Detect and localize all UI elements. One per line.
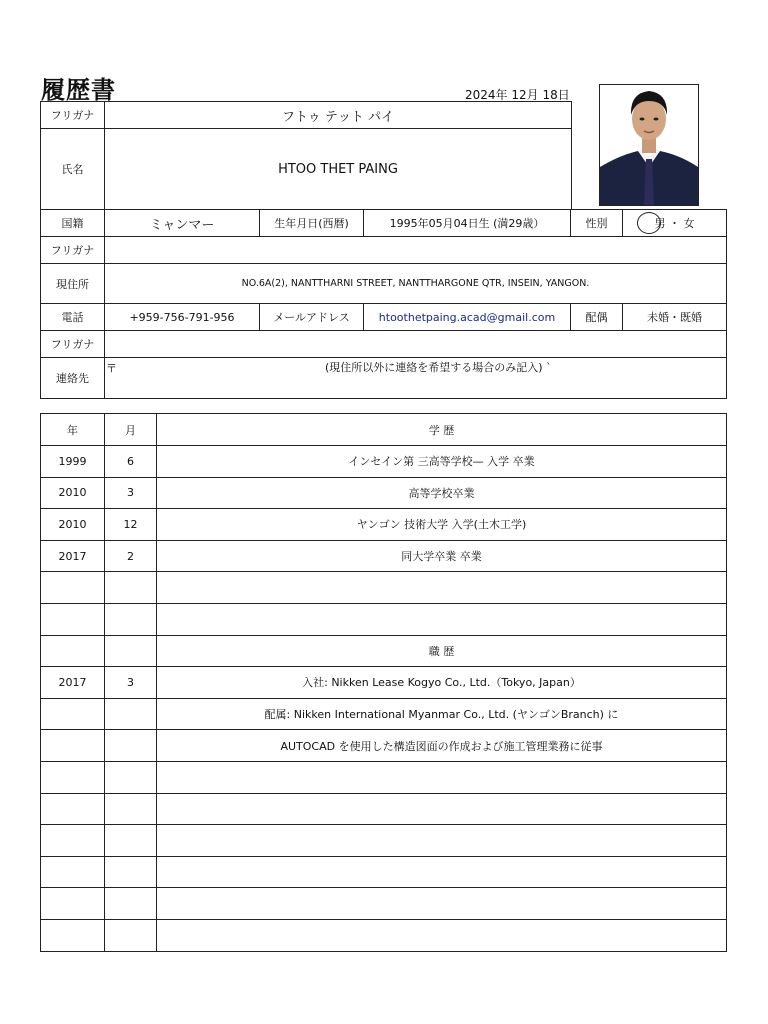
education-row-month: [105, 572, 157, 604]
education-row-year: [41, 572, 105, 604]
birth-value: 1995年05月04日生 (満29歳）: [364, 210, 571, 237]
work-row-text: [157, 793, 727, 825]
nationality-label: 国籍: [41, 210, 105, 237]
contact-note: (現住所以外に連絡を希望する場合のみ記入) `: [325, 361, 552, 374]
education-row-text: 高等学校卒業: [157, 477, 727, 509]
month-header: 月: [105, 414, 157, 446]
gender-label: 性別: [571, 210, 623, 237]
applicant-photo: [599, 84, 699, 206]
work-row-text: [157, 825, 727, 857]
kana2-value: [105, 331, 727, 358]
education-row-year: 2017: [41, 540, 105, 572]
work-header-row: [41, 635, 727, 667]
work-row: [41, 825, 727, 857]
work-row: [41, 761, 727, 793]
spouse-label: 配偶: [571, 304, 623, 331]
work-row-year: [41, 825, 105, 857]
work-row-month: [105, 888, 157, 920]
education-row-text: [157, 603, 727, 635]
work-row: [41, 888, 727, 920]
work-row-year: 2017: [41, 667, 105, 699]
education-row-year: 2010: [41, 477, 105, 509]
work-header-blank: [105, 635, 157, 667]
education-row-text: [157, 572, 727, 604]
furigana-label: フリガナ: [41, 102, 105, 129]
education-row-month: 6: [105, 446, 157, 478]
education-row: [41, 540, 727, 572]
email-label: メールアドレス: [260, 304, 364, 331]
education-header: 学 歴: [157, 414, 727, 446]
postal-mark: 〒: [106, 362, 117, 375]
gender-value: [623, 210, 727, 237]
work-row-year: [41, 793, 105, 825]
work-row-year: [41, 698, 105, 730]
work-header: 職 歴: [157, 635, 727, 667]
education-row-text: ヤンゴン 技術大学 入学(土木工学): [157, 509, 727, 541]
nationality-value: ミャンマー: [105, 210, 260, 237]
education-row-year: [41, 603, 105, 635]
kana2-label: フリガナ: [41, 331, 105, 358]
history-body: [41, 414, 727, 952]
work-row-month: [105, 698, 157, 730]
education-row: [41, 603, 727, 635]
work-row-month: [105, 919, 157, 951]
selected-circle-icon: [637, 212, 661, 234]
work-row-year: [41, 761, 105, 793]
kana-value: [105, 237, 727, 264]
work-row-month: [105, 825, 157, 857]
work-header-blank: [41, 635, 105, 667]
education-row: [41, 446, 727, 478]
work-row-text: [157, 761, 727, 793]
person-photo-icon: [600, 85, 698, 205]
work-row-text: 入社: Nikken Lease Kogyo Co., Ltd.（Tokyo, Japan）: [157, 667, 727, 699]
year-header: 年: [41, 414, 105, 446]
birth-label: 生年月日(西暦): [260, 210, 364, 237]
education-row: [41, 572, 727, 604]
history-header-row: [41, 414, 727, 446]
name-label: 氏名: [41, 129, 105, 210]
document-date: 2024年 12月 18日: [465, 88, 570, 102]
page-title: 履歴書: [41, 76, 116, 104]
education-row-text: インセイン第 三高等学校— 入学 卒業: [157, 446, 727, 478]
education-row-month: 3: [105, 477, 157, 509]
work-row: [41, 667, 727, 699]
work-row-year: [41, 888, 105, 920]
spouse-value: 未婚・既婚: [623, 304, 727, 331]
address-value: NO.6A(2), NANTTHARNI STREET, NANTTHARGONE QTR, INSEIN, YANGON.: [105, 264, 727, 304]
work-row: [41, 919, 727, 951]
kana-label: フリガナ: [41, 237, 105, 264]
work-row: [41, 698, 727, 730]
education-row-year: 2010: [41, 509, 105, 541]
history-table: [40, 413, 727, 952]
education-row: [41, 509, 727, 541]
work-row-text: [157, 856, 727, 888]
work-row-text: AUTOCAD を使用した構造図面の作成および施工管理業務に従事: [157, 730, 727, 762]
education-row-text: 同大学卒業 卒業: [157, 540, 727, 572]
education-row: [41, 477, 727, 509]
name-table: [40, 101, 572, 210]
work-row-month: [105, 856, 157, 888]
work-row-text: [157, 888, 727, 920]
furigana-value: フトゥ テット パイ: [105, 102, 572, 129]
work-row-year: [41, 730, 105, 762]
work-row: [41, 856, 727, 888]
work-row: [41, 730, 727, 762]
email-value[interactable]: htoothetpaing.acad@gmail.com: [364, 304, 571, 331]
contact-label: 連絡先: [41, 358, 105, 399]
phone-label: 電話: [41, 304, 105, 331]
work-row-year: [41, 919, 105, 951]
address-label: 現住所: [41, 264, 105, 304]
work-row-month: [105, 793, 157, 825]
work-row: [41, 793, 727, 825]
work-row-year: [41, 856, 105, 888]
education-row-month: [105, 603, 157, 635]
work-row-text: 配属: Nikken International Myanmar Co., Ltd. (ヤンゴンBranch) に: [157, 698, 727, 730]
name-value: HTOO THET PAING: [105, 129, 572, 210]
gender-options: 男 ・ 女: [654, 217, 695, 230]
gender-selection: [655, 215, 695, 231]
work-row-text: [157, 919, 727, 951]
work-row-month: [105, 761, 157, 793]
work-row-month: [105, 730, 157, 762]
education-row-month: 2: [105, 540, 157, 572]
phone-value: +959-756-791-956: [105, 304, 260, 331]
education-row-month: 12: [105, 509, 157, 541]
work-row-month: 3: [105, 667, 157, 699]
education-row-year: 1999: [41, 446, 105, 478]
